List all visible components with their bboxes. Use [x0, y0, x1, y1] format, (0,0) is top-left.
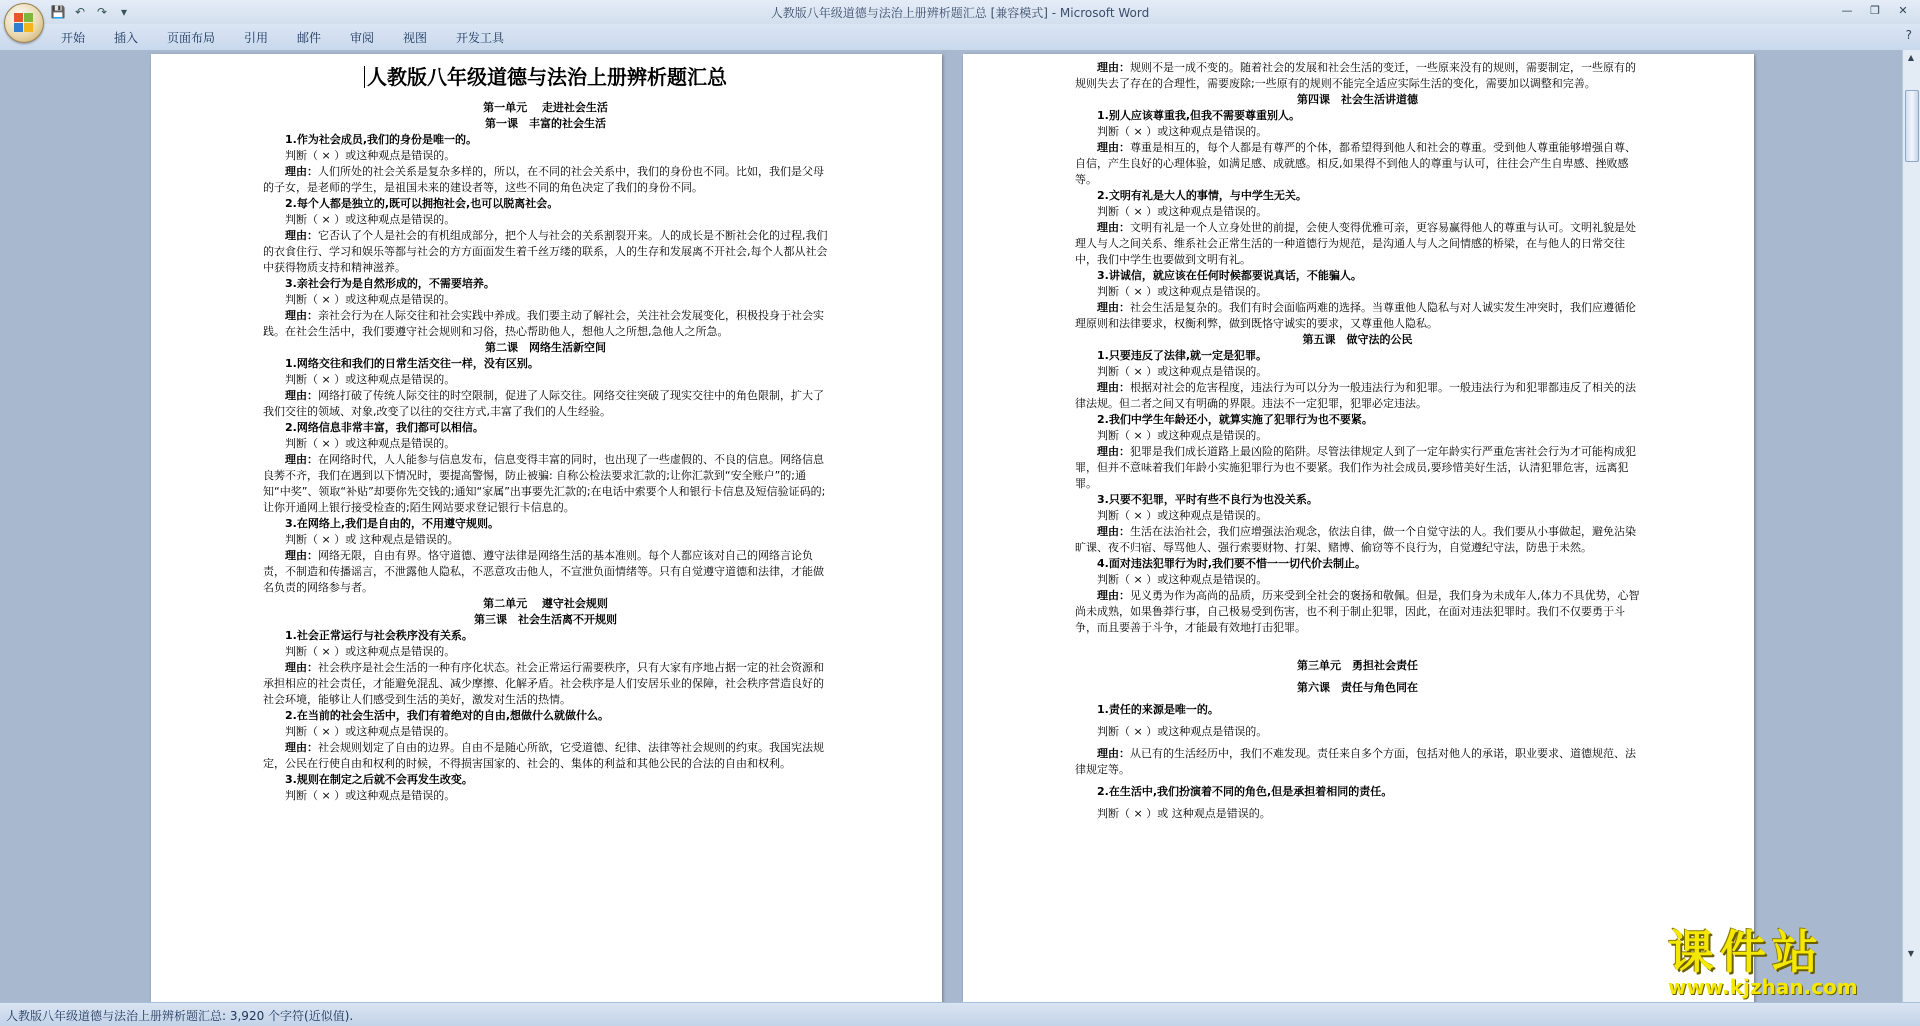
section-heading: 第一课 丰富的社会生活 — [485, 117, 606, 130]
reason-label: 理由： — [1097, 445, 1130, 458]
reason — [1075, 60, 1640, 92]
reason — [263, 308, 828, 340]
reason-label: 理由： — [1097, 301, 1130, 314]
reason-text: 从已有的生活经历中，我们不难发现。责任来自多个方面，包括对他人的承诺，职业要求、道德规范、法律规定等。 — [1075, 747, 1636, 776]
reason-text: 网络无限，自由有界。恪守道德、遵守法律是网络生活的基本准则。每个人都应该对自己的网络言论负责，不制造和传播谣言，不泄露他人隐私，不恶意攻击他人，不宣泄负面情绪等。只有自觉遵守道德和法律，才能做名负责的网络参与者。 — [263, 549, 824, 594]
reason-label: 理由： — [1097, 589, 1130, 602]
reason-text: 社会规则划定了自由的边界。自由不是随心所欲，它受道德、纪律、法律等社会规则的约束。我国宪法规定，公民在行使自由和权利的时候，不得损害国家的、社会的、集体的利益和其他公民的合法的自由和权利。 — [263, 741, 824, 770]
reason-label: 理由： — [285, 741, 318, 754]
scroll-up-icon[interactable]: ▲ — [1907, 53, 1915, 62]
reason-label: 理由： — [285, 661, 318, 674]
maximize-icon[interactable]: ❐ — [1870, 4, 1880, 17]
question: 2.我们中学生年龄还小，就算实施了犯罪行为也不要紧。 — [1097, 413, 1373, 426]
judgement: 判断（ × ）或 这种观点是错误的。 — [1097, 807, 1271, 820]
section-heading: 第二单元 遵守社会规则 — [483, 597, 608, 610]
reason-text: 犯罪是我们成长道路上最凶险的陷阱。尽管法律规定人到了一定年龄实行严重危害社会行为才可能构成犯罪，但并不意味着我们年龄小实施犯罪行为也不要紧。我们作为社会成员,要珍惜美好生活，认清犯罪危害，远离犯罪。 — [1075, 445, 1636, 490]
minimize-icon[interactable]: — — [1841, 4, 1853, 17]
judgement: 判断（ × ）或这种观点是错误的。 — [285, 725, 456, 738]
judgement: 判断（ × ）或这种观点是错误的。 — [285, 149, 456, 162]
section-heading: 第二课 网络生活新空间 — [485, 341, 606, 354]
judgement: 判断（ × ）或这种观点是错误的。 — [1097, 429, 1268, 442]
judgement: 判断（ × ）或这种观点是错误的。 — [285, 373, 456, 386]
section-heading: 第六课 责任与角色同在 — [1297, 681, 1418, 694]
reason-label: 理由： — [1097, 381, 1130, 394]
reason-text: 社会秩序是社会生活的一种有序化状态。社会正常运行需要秩序，只有大家有序地占据一定的社会资源和承担相应的社会责任，才能避免混乱、减少摩擦、化解矛盾。社会秩序是人们安居乐业的保障，社会秩序营造良好的社会环境，能够让人们感受到生活的美好，激发对生活的热情。 — [263, 661, 824, 706]
question: 1.社会正常运行与社会秩序没有关系。 — [285, 629, 473, 642]
question: 2.在生活中,我们扮演着不同的角色,但是承担着相同的责任。 — [1097, 785, 1393, 798]
question: 3.在网络上,我们是自由的，不用遵守规则。 — [285, 517, 500, 530]
reason — [263, 452, 828, 516]
reason-text: 生活在法治社会，我们应增强法治观念，依法自律，做一个自觉守法的人。我们要从小事做起，避免沾染旷课、夜不归宿、辱骂他人、强行索要财物、打架、赌博、偷窃等不良行为，自觉遵纪守法，防患于未然。 — [1075, 525, 1636, 554]
reason-text: 网络打破了传统人际交往的时空限制，促进了人际交往。网络交往突破了现实交往中的角色限制，扩大了我们交往的领域、对象,改变了以往的交往方式,丰富了我们的人生经验。 — [263, 389, 824, 418]
question: 3.规则在制定之后就不会再发生改变。 — [285, 773, 473, 786]
scroll-down-icon[interactable]: ▼ — [1907, 949, 1915, 958]
tab-home[interactable]: 开始 — [61, 31, 86, 45]
section-heading: 第一单元 走进社会生活 — [483, 101, 608, 114]
reason-text: 人们所处的社会关系是复杂多样的，所以，在不同的社会关系中，我们的身份也不同。比如，我们是父母的子女，是老师的学生，是祖国未来的建设者等，这些不同的角色决定了我们的身份不同。 — [263, 165, 824, 194]
reason-label: 理由： — [285, 229, 318, 242]
question: 2.每个人都是独立的,既可以拥抱社会,也可以脱离社会。 — [285, 197, 559, 210]
window-title: 人教版八年级道德与法治上册辨析题汇总 [兼容模式] - Microsoft Word — [770, 6, 1150, 20]
reason — [1075, 300, 1640, 332]
question: 1.网络交往和我们的日常生活交往一样，没有区别。 — [285, 357, 539, 370]
reason-label: 理由： — [285, 309, 318, 322]
window-controls — [1834, 2, 1916, 20]
reason-text: 规则不是一成不变的。随着社会的发展和社会生活的变迁，一些原来没有的规则，需要制定，一些原有的规则失去了存在的合理性，需要废除;一些原有的规则不能完全适应实际生活的变化，需要加以调整和完善。 — [1075, 61, 1636, 90]
vertical-scrollbar[interactable] — [1902, 50, 1920, 1002]
reason-label: 理由： — [285, 165, 318, 178]
office-logo-icon — [14, 13, 34, 33]
question: 2.网络信息非常丰富，我们都可以相信。 — [285, 421, 484, 434]
scrollbar-thumb[interactable] — [1905, 90, 1919, 162]
reason — [1075, 140, 1640, 188]
reason-text: 在网络时代，人人能参与信息发布，信息变得丰富的同时，也出现了一些虚假的、不良的信息。网络信息良莠不齐，我们在遇到以下情况时，要提高警惕，防止被骗: 自称公检法要求汇款的;让你汇款到“安全账户”的;通知“中奖”、领取“补贴”却要你先交钱的;通知“家属”出事要先汇款的;在电话中索要个人和银行卡信息及短信验证码的; 让你开通网上银行接受检查的;陌生网站要求登记银行卡信息的。 — [263, 453, 826, 514]
title-bar — [0, 0, 1920, 25]
reason-text: 见义勇为作为高尚的品质，历来受到全社会的褒扬和敬佩。但是，我们身为未成年人,体力不具优势，心智尚未成熟，如果鲁莽行事，自己极易受到伤害，也不利于制止犯罪，因此，在面对违法犯罪时。我们不仅要勇于斗争，而且要善于斗争，才能最有效地打击犯罪。 — [1075, 589, 1640, 634]
reason-label: 理由： — [1097, 61, 1130, 74]
question: 1.别人应该尊重我,但我不需要尊重别人。 — [1097, 109, 1301, 122]
judgement: 判断（ × ）或这种观点是错误的。 — [1097, 365, 1268, 378]
reason — [263, 660, 828, 708]
reason-text: 根据对社会的危害程度，违法行为可以分为一般违法行为和犯罪。一般违法行为和犯罪都违反了相关的法律法规。但二者之间又有明确的界限。违法不一定犯罪，犯罪必定违法。 — [1075, 381, 1636, 410]
reason — [1075, 444, 1640, 492]
question: 1.责任的来源是唯一的。 — [1097, 703, 1219, 716]
ribbon-tabs — [0, 24, 1920, 51]
question: 3.讲诚信，就应该在任何时候都要说真话，不能骗人。 — [1097, 269, 1362, 282]
section-heading: 第四课 社会生活讲道德 — [1297, 93, 1418, 106]
status-text: 人教版八年级道德与法治上册辨析题汇总: 3,920 个字符(近似值). — [6, 1009, 354, 1023]
question: 3.亲社会行为是自然形成的，不需要培养。 — [285, 277, 495, 290]
reason-text: 亲社会行为在人际交往和社会实践中养成。我们要主动了解社会，关注社会发展变化，积极投身于社会实践。在社会生活中，我们要遵守社会规则和习俗，热心帮助他人，想他人之所想,急他人之所急。 — [263, 309, 824, 338]
reason — [263, 228, 828, 276]
judgement: 判断（ × ）或这种观点是错误的。 — [1097, 509, 1268, 522]
help-icon[interactable]: ? — [1905, 28, 1912, 42]
document-area[interactable] — [0, 50, 1903, 1002]
judgement: 判断（ × ）或这种观点是错误的。 — [1097, 285, 1268, 298]
tab-mailings[interactable]: 邮件 — [297, 31, 322, 45]
question: 3.只要不犯罪，平时有些不良行为也没关系。 — [1097, 493, 1318, 506]
page-right-content[interactable] — [1075, 60, 1640, 822]
redo-icon[interactable]: ↷ — [96, 5, 108, 19]
judgement: 判断（ × ）或这种观点是错误的。 — [1097, 205, 1268, 218]
tab-page-layout[interactable]: 页面布局 — [167, 31, 216, 45]
reason — [1075, 524, 1640, 556]
judgement: 判断（ × ）或 这种观点是错误的。 — [285, 533, 459, 546]
close-icon[interactable]: ✕ — [1898, 4, 1908, 17]
reason — [263, 548, 828, 596]
reason-label: 理由： — [285, 453, 318, 466]
reason — [263, 740, 828, 772]
judgement: 判断（ × ）或这种观点是错误的。 — [1097, 125, 1268, 138]
reason — [263, 388, 828, 420]
section-heading: 第三课 社会生活离不开规则 — [474, 613, 617, 626]
document-title: 人教版八年级道德与法治上册辨析题汇总 — [263, 62, 828, 92]
reason-label: 理由： — [1097, 221, 1130, 234]
question: 1.作为社会成员,我们的身份是唯一的。 — [285, 133, 478, 146]
text-cursor — [364, 66, 365, 88]
status-bar — [0, 1002, 1920, 1026]
judgement: 判断（ × ）或这种观点是错误的。 — [285, 437, 456, 450]
watermark-logo — [1668, 927, 1904, 999]
office-button[interactable] — [4, 3, 44, 43]
qat-dropdown-icon[interactable]: ▾ — [120, 5, 128, 19]
tab-references[interactable]: 引用 — [244, 31, 269, 45]
section-heading: 第五课 做守法的公民 — [1302, 333, 1413, 346]
page-left-content[interactable] — [263, 60, 828, 804]
page-right[interactable] — [963, 54, 1754, 1002]
reason-label: 理由： — [1097, 141, 1130, 154]
question: 1.只要违反了法律,就一定是犯罪。 — [1097, 349, 1268, 362]
reason-label: 理由： — [1097, 747, 1130, 760]
question: 2.在当前的社会生活中，我们有着绝对的自由,想做什么就做什么。 — [285, 709, 610, 722]
question: 2.文明有礼是大人的事情，与中学生无关。 — [1097, 189, 1307, 202]
reason-text: 它否认了个人是社会的有机组成部分，把个人与社会的关系割裂开来。人的成长是不断社会化的过程,我们的衣食住行、学习和娱乐等都与社会的方方面面发生着千丝万缕的联系，人的生存和发展离不开社会,每个人都从社会中获得物质支持和精神滋养。 — [263, 229, 828, 274]
tab-insert[interactable]: 插入 — [114, 31, 139, 45]
blank-line — [1075, 636, 1640, 652]
tab-developer[interactable]: 开发工具 — [456, 31, 505, 45]
judgement: 判断（ × ）或这种观点是错误的。 — [285, 293, 456, 306]
section-heading: 第三单元 勇担社会责任 — [1297, 659, 1418, 672]
save-icon[interactable]: 💾 — [50, 5, 66, 19]
reason-text: 尊重是相互的，每个人都是有尊严的个体，都希望得到他人和社会的尊重。受到他人尊重能够增强自尊、自信，产生良好的心理体验，如满足感、成就感。相反,如果得不到他人的尊重与认可，往往会产生自卑感、挫败感等。 — [1075, 141, 1636, 186]
reason-label: 理由： — [285, 549, 318, 562]
reason-text: 文明有礼是一个人立身处世的前提，会使人变得优雅可亲，更容易赢得他人的尊重与认可。文明礼貌是处理人与人之间关系、维系社会正常生活的一种道德行为规范，是沟通人与人之间情感的桥梁，在与他人的日常交往中，我们中学生也要做到文明有礼。 — [1075, 221, 1636, 266]
tab-view[interactable]: 视图 — [403, 31, 428, 45]
watermark-line1: 课件站 — [1668, 925, 1824, 979]
judgement: 判断（ × ）或这种观点是错误的。 — [1097, 573, 1268, 586]
reason — [263, 164, 828, 196]
judgement: 判断（ × ）或这种观点是错误的。 — [285, 645, 456, 658]
watermark-line2: www.kjzhan.com — [1668, 975, 1858, 999]
reason — [1075, 220, 1640, 268]
reason — [1075, 380, 1640, 412]
reason-label: 理由： — [285, 389, 318, 402]
judgement: 判断（ × ）或这种观点是错误的。 — [1097, 725, 1268, 738]
reason-text: 社会生活是复杂的。我们有时会面临两难的选择。当尊重他人隐私与对人诚实发生冲突时，我们应遵循伦理原则和法律要求，权衡利弊，做到既恪守诚实的要求，又尊重他人隐私。 — [1075, 301, 1636, 330]
undo-icon[interactable]: ↶ — [74, 5, 86, 19]
judgement: 判断（ × ）或这种观点是错误的。 — [285, 213, 456, 226]
tab-review[interactable]: 审阅 — [350, 31, 375, 45]
page-left[interactable] — [151, 54, 942, 1002]
question: 4.面对违法犯罪行为时,我们要不惜一一切代价去制止。 — [1097, 557, 1367, 570]
reason — [1075, 746, 1640, 778]
reason — [1075, 588, 1640, 636]
judgement: 判断（ × ）或这种观点是错误的。 — [285, 789, 456, 802]
reason-label: 理由： — [1097, 525, 1130, 538]
